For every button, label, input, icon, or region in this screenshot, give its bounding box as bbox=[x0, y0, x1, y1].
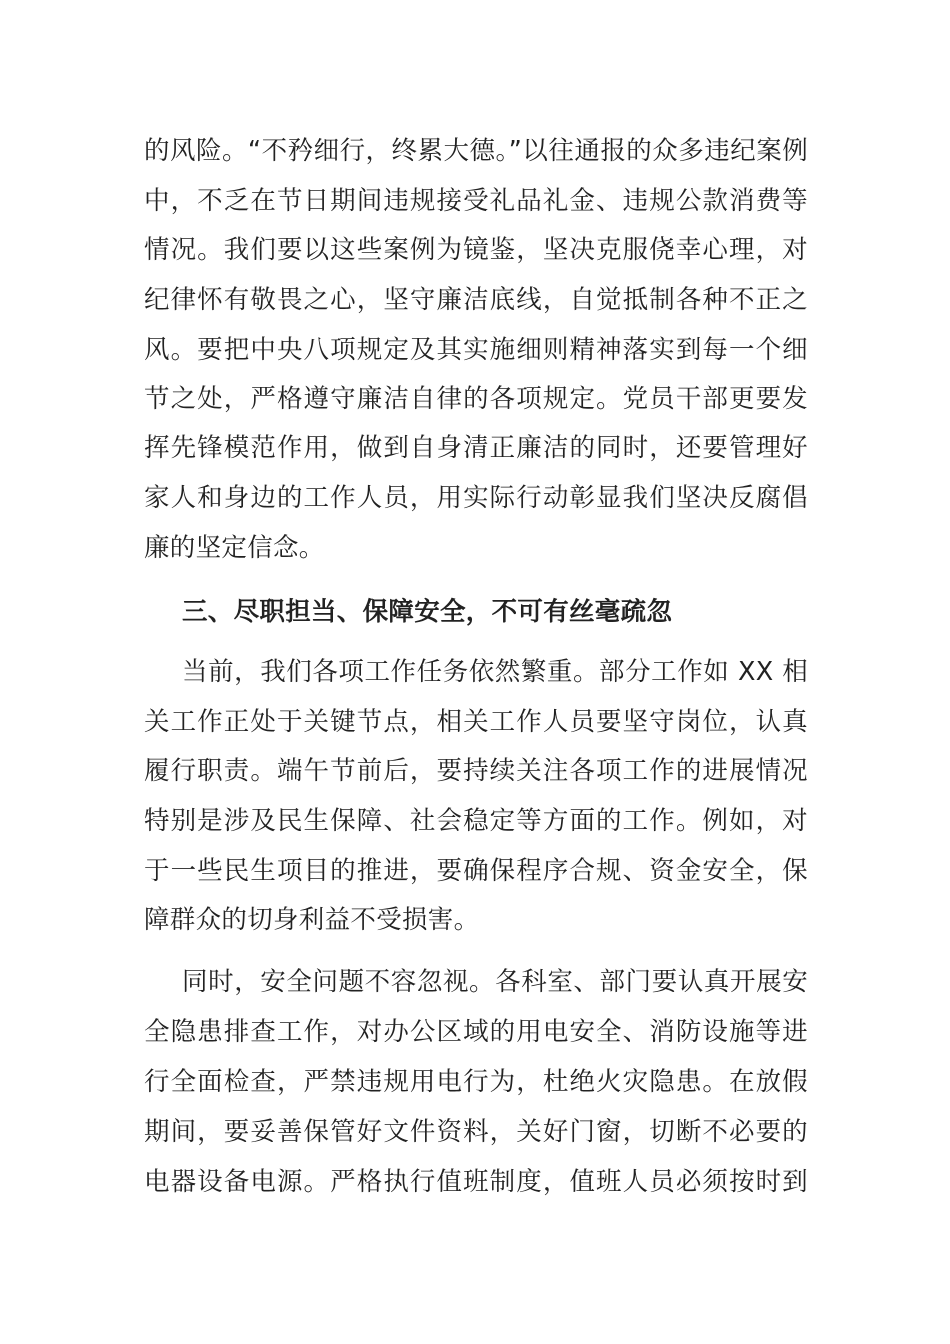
paragraph-line: 特别是涉及民生保障、社会稳定等方面的工作。例如，对 bbox=[144, 806, 808, 836]
paragraph-line: 节之处，严格遵守廉洁自律的各项规定。党员干部更要发 bbox=[144, 384, 808, 414]
paragraph-line: 廉的坚定信念。 bbox=[144, 533, 325, 563]
paragraph-line: 风。要把中央八项规定及其实施细则精神落实到每一个细 bbox=[144, 335, 808, 365]
paragraph-line: 电器设备电源。严格执行值班制度，值班人员必须按时到 bbox=[144, 1167, 808, 1197]
paragraph-line: 全隐患排查工作，对办公区域的用电安全、消防设施等进 bbox=[144, 1017, 808, 1047]
paragraph-line: 挥先锋模范作用，做到自身清正廉洁的同时，还要管理好 bbox=[144, 433, 808, 463]
paragraph-line: 同时，安全问题不容忽视。各科室、部门要认真开展安 bbox=[182, 967, 808, 997]
section-heading: 三、尽职担当、保障安全，不可有丝毫疏忽 bbox=[182, 597, 673, 627]
paragraph-line: 中，不乏在节日期间违规接受礼品礼金、违规公款消费等 bbox=[144, 186, 808, 216]
paragraph-line: 期间，要妥善保管好文件资料，关好门窗，切断不必要的 bbox=[144, 1117, 808, 1147]
paragraph-line: 履行职责。端午节前后，要持续关注各项工作的进展情况 bbox=[144, 756, 808, 786]
paragraph-line: 家人和身边的工作人员，用实际行动彰显我们坚决反腐倡 bbox=[144, 483, 808, 513]
paragraph-line: 当前，我们各项工作任务依然繁重。部分工作如 XX 相 bbox=[182, 657, 808, 687]
paragraph-line: 行全面检查，严禁违规用电行为，杜绝火灾隐患。在放假 bbox=[144, 1067, 808, 1097]
paragraph-line: 情况。我们要以这些案例为镜鉴，坚决克服侥幸心理，对 bbox=[144, 235, 808, 265]
paragraph-line: 纪律怀有敬畏之心，坚守廉洁底线，自觉抵制各种不正之 bbox=[144, 285, 808, 315]
paragraph-line: 的风险。“不矜细行，终累大德。”以往通报的众多违纪案例 bbox=[144, 136, 808, 166]
paragraph-line: 关工作正处于关键节点，相关工作人员要坚守岗位，认真 bbox=[144, 707, 808, 737]
paragraph-line: 于一些民生项目的推进，要确保程序合规、资金安全，保 bbox=[144, 856, 808, 886]
paragraph-line: 障群众的切身利益不受损害。 bbox=[144, 905, 480, 935]
